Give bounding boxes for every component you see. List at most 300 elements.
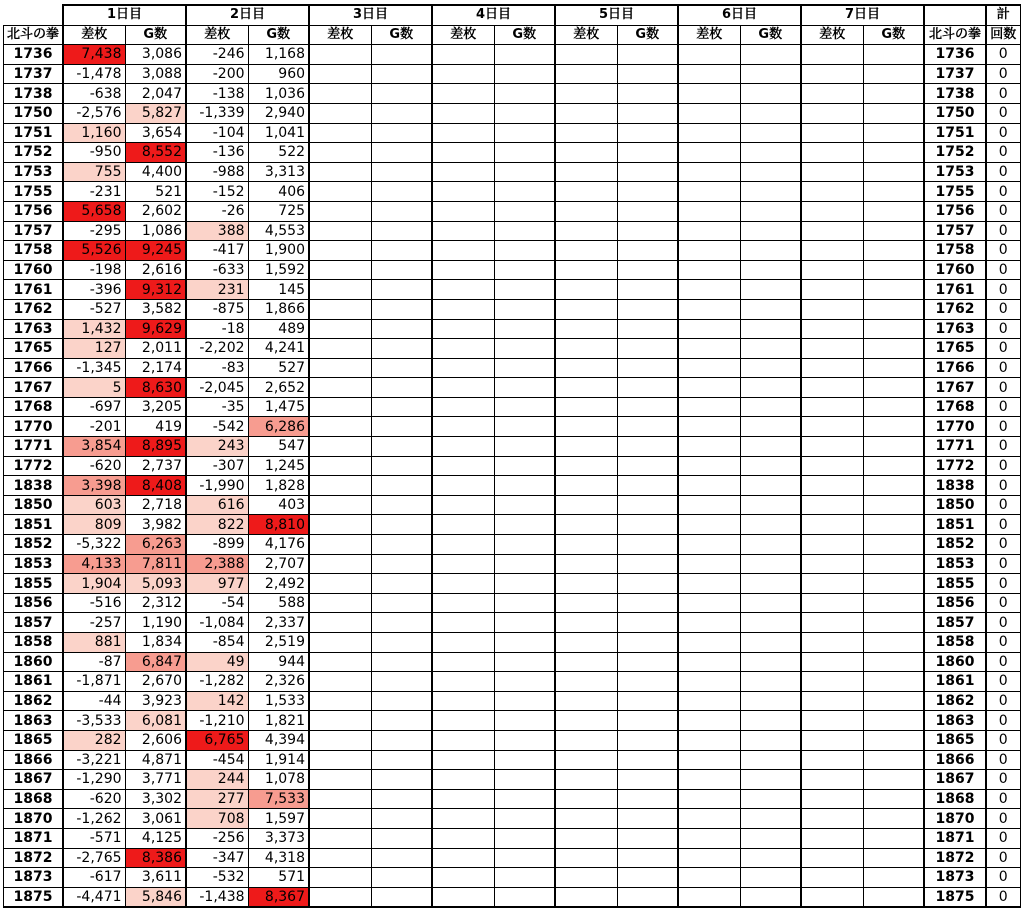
day1-g: 419 bbox=[125, 417, 186, 437]
table-row bbox=[4, 495, 1021, 515]
machine-id-right: 1875 bbox=[924, 887, 986, 907]
day2-g: 406 bbox=[248, 182, 309, 202]
day2-g: 960 bbox=[248, 64, 309, 84]
day7-sa bbox=[801, 613, 863, 633]
day7-g bbox=[863, 789, 924, 809]
day5-sa bbox=[555, 358, 617, 378]
table-row bbox=[4, 45, 1021, 65]
day5-g bbox=[617, 397, 678, 417]
day6-sa bbox=[678, 299, 740, 319]
day4-g bbox=[494, 574, 555, 594]
day4-sa bbox=[432, 515, 494, 535]
machine-id-right: 1871 bbox=[924, 828, 986, 848]
day2-g: 1,597 bbox=[248, 809, 309, 829]
day4-sa bbox=[432, 201, 494, 221]
table-row bbox=[4, 652, 1021, 672]
count-value: 0 bbox=[986, 672, 1020, 692]
day3-sa bbox=[309, 730, 371, 750]
day2-g: 8,367 bbox=[248, 887, 309, 907]
day7-sa bbox=[801, 672, 863, 692]
day6-g bbox=[740, 789, 801, 809]
day5-sa bbox=[555, 299, 617, 319]
day6-g bbox=[740, 221, 801, 241]
day3-sa bbox=[309, 397, 371, 417]
count-value: 0 bbox=[986, 476, 1020, 496]
count-value: 0 bbox=[986, 123, 1020, 143]
count-value: 0 bbox=[986, 339, 1020, 359]
table-body bbox=[4, 45, 1021, 908]
day7-g bbox=[863, 221, 924, 241]
day1-sa: -638 bbox=[63, 84, 125, 104]
day2-g: 1,821 bbox=[248, 711, 309, 731]
count-value: 0 bbox=[986, 456, 1020, 476]
day5-sa bbox=[555, 201, 617, 221]
day6-sa bbox=[678, 358, 740, 378]
count-value: 0 bbox=[986, 554, 1020, 574]
day7-sa bbox=[801, 495, 863, 515]
day6-g bbox=[740, 554, 801, 574]
day3-g bbox=[371, 848, 432, 868]
day7-g bbox=[863, 260, 924, 280]
day7-g bbox=[863, 887, 924, 907]
machine-id-right: 1853 bbox=[924, 554, 986, 574]
day6-sa bbox=[678, 633, 740, 653]
day4-sa bbox=[432, 476, 494, 496]
table-row bbox=[4, 221, 1021, 241]
day3-sa bbox=[309, 417, 371, 437]
table-row bbox=[4, 378, 1021, 398]
machine-id-right: 1860 bbox=[924, 652, 986, 672]
day1-g: 6,847 bbox=[125, 652, 186, 672]
machine-id: 1865 bbox=[4, 730, 64, 750]
day5-g bbox=[617, 437, 678, 457]
day3-g bbox=[371, 574, 432, 594]
day7-g bbox=[863, 750, 924, 770]
sa-header: 差枚 bbox=[309, 25, 371, 45]
day3-g bbox=[371, 495, 432, 515]
day3-g bbox=[371, 535, 432, 555]
day3-sa bbox=[309, 123, 371, 143]
day7-g bbox=[863, 476, 924, 496]
day1-sa: -617 bbox=[63, 868, 125, 888]
day5-sa bbox=[555, 887, 617, 907]
day4-g bbox=[494, 809, 555, 829]
day5-sa bbox=[555, 162, 617, 182]
day2-sa: -1,990 bbox=[186, 476, 248, 496]
machine-id-right: 1872 bbox=[924, 848, 986, 868]
day3-sa bbox=[309, 789, 371, 809]
count-value: 0 bbox=[986, 535, 1020, 555]
day2-g: 527 bbox=[248, 358, 309, 378]
day7-g bbox=[863, 397, 924, 417]
day6-sa bbox=[678, 162, 740, 182]
day6-sa bbox=[678, 260, 740, 280]
day6-sa bbox=[678, 456, 740, 476]
machine-id-right: 1771 bbox=[924, 437, 986, 457]
day3-sa bbox=[309, 456, 371, 476]
table-row bbox=[4, 691, 1021, 711]
day3-sa bbox=[309, 339, 371, 359]
day4-sa bbox=[432, 299, 494, 319]
day1-g: 521 bbox=[125, 182, 186, 202]
day6-sa bbox=[678, 64, 740, 84]
count-value: 0 bbox=[986, 574, 1020, 594]
machine-id-right: 1857 bbox=[924, 613, 986, 633]
day2-sa: -1,084 bbox=[186, 613, 248, 633]
day2-g: 3,373 bbox=[248, 828, 309, 848]
day4-g bbox=[494, 182, 555, 202]
day4-sa bbox=[432, 358, 494, 378]
day4-sa bbox=[432, 221, 494, 241]
machine-id: 1858 bbox=[4, 633, 64, 653]
day7-sa bbox=[801, 515, 863, 535]
count-value: 0 bbox=[986, 828, 1020, 848]
day2-sa: -307 bbox=[186, 456, 248, 476]
machine-id-right: 1763 bbox=[924, 319, 986, 339]
day3-sa bbox=[309, 241, 371, 261]
day7-g bbox=[863, 672, 924, 692]
count-value: 0 bbox=[986, 633, 1020, 653]
machine-id-right: 1870 bbox=[924, 809, 986, 829]
day1-sa: 3,854 bbox=[63, 437, 125, 457]
machine-id-right: 1750 bbox=[924, 103, 986, 123]
day4-g bbox=[494, 515, 555, 535]
machine-id: 1866 bbox=[4, 750, 64, 770]
machine-id-right: 1758 bbox=[924, 241, 986, 261]
day3-sa bbox=[309, 378, 371, 398]
day4-sa bbox=[432, 456, 494, 476]
machine-id-right: 1873 bbox=[924, 868, 986, 888]
day7-sa bbox=[801, 828, 863, 848]
day1-g: 8,552 bbox=[125, 143, 186, 163]
machine-id: 1868 bbox=[4, 789, 64, 809]
day4-g bbox=[494, 495, 555, 515]
day7-sa bbox=[801, 809, 863, 829]
day1-sa: 4,133 bbox=[63, 554, 125, 574]
day5-sa bbox=[555, 241, 617, 261]
day1-sa: 5,526 bbox=[63, 241, 125, 261]
day3-sa bbox=[309, 535, 371, 555]
day7-g bbox=[863, 770, 924, 790]
count-value: 0 bbox=[986, 711, 1020, 731]
day7-g bbox=[863, 319, 924, 339]
day4-sa bbox=[432, 162, 494, 182]
day1-sa: -697 bbox=[63, 397, 125, 417]
day7-sa bbox=[801, 162, 863, 182]
day2-sa: -200 bbox=[186, 64, 248, 84]
day4-g bbox=[494, 319, 555, 339]
day7-g bbox=[863, 593, 924, 613]
day4-g bbox=[494, 397, 555, 417]
day5-g bbox=[617, 339, 678, 359]
day1-sa: 1,160 bbox=[63, 123, 125, 143]
day7-sa bbox=[801, 123, 863, 143]
day1-g: 2,312 bbox=[125, 593, 186, 613]
day5-sa bbox=[555, 770, 617, 790]
day2-sa: 243 bbox=[186, 437, 248, 457]
machine-id: 1755 bbox=[4, 182, 64, 202]
count-header: 回数 bbox=[986, 25, 1020, 45]
day1-sa: -4,471 bbox=[63, 887, 125, 907]
machine-id: 1737 bbox=[4, 64, 64, 84]
day2-g: 944 bbox=[248, 652, 309, 672]
day6-sa bbox=[678, 201, 740, 221]
day4-g bbox=[494, 593, 555, 613]
day6-sa bbox=[678, 339, 740, 359]
day7-sa bbox=[801, 868, 863, 888]
machine-id: 1856 bbox=[4, 593, 64, 613]
day3-g bbox=[371, 84, 432, 104]
day2-g: 7,533 bbox=[248, 789, 309, 809]
day2-g: 4,394 bbox=[248, 730, 309, 750]
machine-id-right: 1856 bbox=[924, 593, 986, 613]
day7-g bbox=[863, 515, 924, 535]
day6-sa bbox=[678, 770, 740, 790]
day1-sa: 127 bbox=[63, 339, 125, 359]
count-value: 0 bbox=[986, 887, 1020, 907]
day6-g bbox=[740, 123, 801, 143]
day6-sa bbox=[678, 672, 740, 692]
count-value: 0 bbox=[986, 280, 1020, 300]
day4-g bbox=[494, 339, 555, 359]
day5-sa bbox=[555, 535, 617, 555]
machine-id-right: 1737 bbox=[924, 64, 986, 84]
day7-g bbox=[863, 711, 924, 731]
day4-g bbox=[494, 476, 555, 496]
day3-sa bbox=[309, 828, 371, 848]
machine-id: 1762 bbox=[4, 299, 64, 319]
day5-sa bbox=[555, 339, 617, 359]
day6-sa bbox=[678, 613, 740, 633]
day4-g bbox=[494, 123, 555, 143]
day4-g bbox=[494, 299, 555, 319]
day6-sa bbox=[678, 730, 740, 750]
day2-g: 8,810 bbox=[248, 515, 309, 535]
table-row bbox=[4, 182, 1021, 202]
day6-g bbox=[740, 691, 801, 711]
day6-g bbox=[740, 848, 801, 868]
count-value: 0 bbox=[986, 809, 1020, 829]
day6-g bbox=[740, 260, 801, 280]
day4-g bbox=[494, 162, 555, 182]
day4-g bbox=[494, 201, 555, 221]
day1-sa: 5 bbox=[63, 378, 125, 398]
machine-id: 1738 bbox=[4, 84, 64, 104]
day1-sa: -2,765 bbox=[63, 848, 125, 868]
day1-sa: -3,221 bbox=[63, 750, 125, 770]
day1-sa: 7,438 bbox=[63, 45, 125, 65]
day6-g bbox=[740, 868, 801, 888]
day6-sa bbox=[678, 535, 740, 555]
day5-g bbox=[617, 358, 678, 378]
day4-g bbox=[494, 672, 555, 692]
day4-sa bbox=[432, 319, 494, 339]
day4-g bbox=[494, 241, 555, 261]
day3-sa bbox=[309, 221, 371, 241]
machine-id: 1756 bbox=[4, 201, 64, 221]
day-header-6: 6日目 bbox=[678, 5, 801, 25]
day4-sa bbox=[432, 182, 494, 202]
day3-sa bbox=[309, 260, 371, 280]
day6-sa bbox=[678, 593, 740, 613]
machine-id: 1872 bbox=[4, 848, 64, 868]
machine-id-right: 1855 bbox=[924, 574, 986, 594]
day5-sa bbox=[555, 221, 617, 241]
day5-g bbox=[617, 809, 678, 829]
machine-id: 1850 bbox=[4, 495, 64, 515]
day4-g bbox=[494, 750, 555, 770]
table-row bbox=[4, 593, 1021, 613]
day6-sa bbox=[678, 378, 740, 398]
day5-g bbox=[617, 201, 678, 221]
day2-sa: -899 bbox=[186, 535, 248, 555]
day5-g bbox=[617, 84, 678, 104]
machine-id: 1770 bbox=[4, 417, 64, 437]
machine-id-right: 1756 bbox=[924, 201, 986, 221]
day1-sa: -620 bbox=[63, 456, 125, 476]
day1-g: 3,205 bbox=[125, 397, 186, 417]
day2-sa: 2,388 bbox=[186, 554, 248, 574]
day2-g: 1,533 bbox=[248, 691, 309, 711]
day6-g bbox=[740, 339, 801, 359]
day2-sa: 142 bbox=[186, 691, 248, 711]
count-value: 0 bbox=[986, 241, 1020, 261]
count-value: 0 bbox=[986, 143, 1020, 163]
day5-g bbox=[617, 613, 678, 633]
day4-g bbox=[494, 828, 555, 848]
day7-g bbox=[863, 613, 924, 633]
day7-sa bbox=[801, 417, 863, 437]
day6-g bbox=[740, 201, 801, 221]
day4-g bbox=[494, 868, 555, 888]
count-value: 0 bbox=[986, 691, 1020, 711]
day7-g bbox=[863, 299, 924, 319]
machine-id-right: 1738 bbox=[924, 84, 986, 104]
day5-sa bbox=[555, 123, 617, 143]
day5-g bbox=[617, 535, 678, 555]
machine-id: 1838 bbox=[4, 476, 64, 496]
day5-sa bbox=[555, 319, 617, 339]
day4-sa bbox=[432, 691, 494, 711]
day7-sa bbox=[801, 789, 863, 809]
machine-id: 1772 bbox=[4, 456, 64, 476]
day3-sa bbox=[309, 84, 371, 104]
day7-sa bbox=[801, 221, 863, 241]
day3-g bbox=[371, 593, 432, 613]
day5-sa bbox=[555, 45, 617, 65]
day1-g: 2,737 bbox=[125, 456, 186, 476]
day7-sa bbox=[801, 103, 863, 123]
day2-g: 2,326 bbox=[248, 672, 309, 692]
day1-g: 3,582 bbox=[125, 299, 186, 319]
table-row bbox=[4, 828, 1021, 848]
day4-g bbox=[494, 378, 555, 398]
day6-sa bbox=[678, 887, 740, 907]
day3-g bbox=[371, 672, 432, 692]
day1-g: 3,088 bbox=[125, 64, 186, 84]
count-value: 0 bbox=[986, 515, 1020, 535]
day4-g bbox=[494, 652, 555, 672]
sa-header: 差枚 bbox=[186, 25, 248, 45]
machine-id: 1751 bbox=[4, 123, 64, 143]
day2-g: 547 bbox=[248, 437, 309, 457]
day7-g bbox=[863, 848, 924, 868]
day4-g bbox=[494, 770, 555, 790]
day6-sa bbox=[678, 828, 740, 848]
day5-g bbox=[617, 162, 678, 182]
day6-sa bbox=[678, 319, 740, 339]
day2-sa: -26 bbox=[186, 201, 248, 221]
day2-g: 2,707 bbox=[248, 554, 309, 574]
day3-g bbox=[371, 456, 432, 476]
day4-g bbox=[494, 280, 555, 300]
machine-id-right: 1766 bbox=[924, 358, 986, 378]
count-value: 0 bbox=[986, 397, 1020, 417]
machine-id: 1855 bbox=[4, 574, 64, 594]
day4-g bbox=[494, 613, 555, 633]
day7-sa bbox=[801, 378, 863, 398]
day1-sa: -231 bbox=[63, 182, 125, 202]
count-value: 0 bbox=[986, 64, 1020, 84]
day1-g: 3,982 bbox=[125, 515, 186, 535]
day5-sa bbox=[555, 456, 617, 476]
day1-g: 5,846 bbox=[125, 887, 186, 907]
day2-sa: 708 bbox=[186, 809, 248, 829]
day-header-row bbox=[4, 5, 1021, 25]
day3-g bbox=[371, 103, 432, 123]
day1-g: 2,670 bbox=[125, 672, 186, 692]
day1-g: 6,081 bbox=[125, 711, 186, 731]
day-header-2: 2日目 bbox=[186, 5, 309, 25]
day2-g: 1,036 bbox=[248, 84, 309, 104]
day4-sa bbox=[432, 437, 494, 457]
day1-g: 2,047 bbox=[125, 84, 186, 104]
day3-sa bbox=[309, 672, 371, 692]
sa-header: 差枚 bbox=[678, 25, 740, 45]
day5-sa bbox=[555, 652, 617, 672]
day-header-3: 3日目 bbox=[309, 5, 432, 25]
day1-sa: 603 bbox=[63, 495, 125, 515]
day5-sa bbox=[555, 182, 617, 202]
day1-g: 9,245 bbox=[125, 241, 186, 261]
day3-g bbox=[371, 143, 432, 163]
day2-sa: 244 bbox=[186, 770, 248, 790]
day5-sa bbox=[555, 495, 617, 515]
day1-g: 8,895 bbox=[125, 437, 186, 457]
day5-g bbox=[617, 887, 678, 907]
day7-sa bbox=[801, 358, 863, 378]
machine-id: 1857 bbox=[4, 613, 64, 633]
day4-g bbox=[494, 103, 555, 123]
machine-id-right: 1753 bbox=[924, 162, 986, 182]
day6-sa bbox=[678, 182, 740, 202]
day5-sa bbox=[555, 515, 617, 535]
day4-sa bbox=[432, 554, 494, 574]
day5-g bbox=[617, 868, 678, 888]
day1-sa: -201 bbox=[63, 417, 125, 437]
table-row bbox=[4, 672, 1021, 692]
day7-sa bbox=[801, 691, 863, 711]
day2-sa: -347 bbox=[186, 848, 248, 868]
day7-g bbox=[863, 574, 924, 594]
day6-sa bbox=[678, 143, 740, 163]
day2-sa: -1,210 bbox=[186, 711, 248, 731]
day1-sa: -3,533 bbox=[63, 711, 125, 731]
day2-sa: -454 bbox=[186, 750, 248, 770]
day2-sa: -256 bbox=[186, 828, 248, 848]
day3-sa bbox=[309, 574, 371, 594]
machine-id: 1763 bbox=[4, 319, 64, 339]
